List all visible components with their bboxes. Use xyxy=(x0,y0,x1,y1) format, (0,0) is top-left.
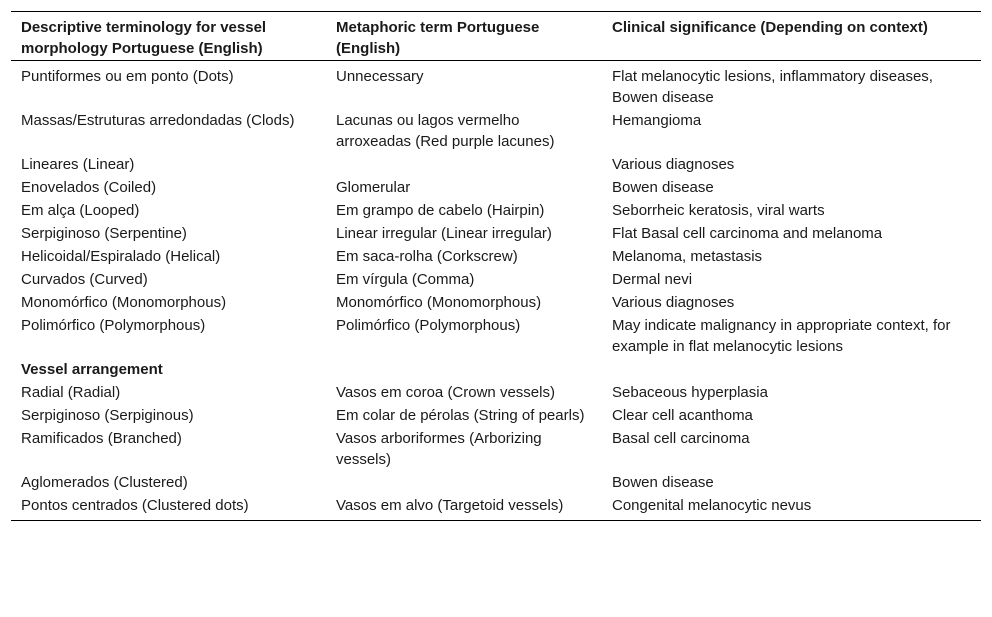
table-row xyxy=(11,314,981,358)
metaphoric-cell: Monomórfico (Monomorphous) xyxy=(336,294,542,311)
descriptive-cell: Serpiginoso (Serpiginous) xyxy=(21,407,194,424)
descriptive-cell: Lineares (Linear) xyxy=(21,156,135,173)
clinical-cell: Clear cell acanthoma xyxy=(612,407,753,424)
table-row xyxy=(11,404,981,427)
descriptive-cell: Enovelados (Coiled) xyxy=(21,179,157,196)
table-row xyxy=(11,381,981,404)
table-row xyxy=(11,245,981,268)
descriptive-cell: Curvados (Curved) xyxy=(21,271,148,288)
table-row xyxy=(11,176,981,199)
header-descriptive-terminology: Descriptive terminology for vessel morphology Portuguese (English) xyxy=(11,12,326,61)
clinical-cell: Hemangioma xyxy=(612,112,702,129)
metaphoric-cell xyxy=(326,153,602,176)
descriptive-cell: Em alça (Looped) xyxy=(21,202,140,219)
table-row xyxy=(11,222,981,245)
metaphoric-cell: Em vírgula (Comma) xyxy=(336,271,475,288)
descriptive-cell: Helicoidal/Espiralado (Helical) xyxy=(21,248,221,265)
metaphoric-cell: Lacunas ou lagos vermelho arroxeadas (Red purple lacunes) xyxy=(336,112,555,150)
descriptive-cell: Aglomerados (Clustered) xyxy=(21,474,188,491)
clinical-cell: May indicate malignancy in appropriate context, for example in flat melanocytic lesions xyxy=(612,317,951,355)
section-row-vessel-arrangement xyxy=(11,358,981,381)
metaphoric-cell: Polimórfico (Polymorphous) xyxy=(336,317,521,334)
header-clinical-significance: Clinical significance (Depending on context) xyxy=(602,12,981,61)
clinical-cell: Various diagnoses xyxy=(612,156,735,173)
table-row xyxy=(11,199,981,222)
clinical-cell: Congenital melanocytic nevus xyxy=(612,497,812,514)
clinical-cell: Flat melanocytic lesions, inflammatory diseases, Bowen disease xyxy=(612,68,933,106)
clinical-cell: Basal cell carcinoma xyxy=(612,430,750,447)
header-row xyxy=(11,12,981,61)
table-row xyxy=(11,427,981,471)
clinical-cell: Flat Basal cell carcinoma and melanoma xyxy=(612,225,883,242)
table-row xyxy=(11,291,981,314)
clinical-cell: Bowen disease xyxy=(612,474,714,491)
table-row xyxy=(11,61,981,110)
clinical-cell: Seborrheic keratosis, viral warts xyxy=(612,202,825,219)
metaphoric-cell: Vasos em coroa (Crown vessels) xyxy=(336,384,555,401)
descriptive-cell: Puntiformes ou em ponto (Dots) xyxy=(21,68,234,85)
table-row xyxy=(11,268,981,291)
table-row xyxy=(11,471,981,494)
table-row xyxy=(11,494,981,520)
metaphoric-cell: Unnecessary xyxy=(336,68,424,85)
vessel-terminology-table-container xyxy=(11,11,981,521)
metaphoric-cell: Em grampo de cabelo (Hairpin) xyxy=(336,202,545,219)
descriptive-cell: Massas/Estruturas arredondadas (Clods) xyxy=(21,112,295,129)
metaphoric-cell: Linear irregular (Linear irregular) xyxy=(336,225,552,242)
clinical-cell: Melanoma, metastasis xyxy=(612,248,763,265)
descriptive-cell: Pontos centrados (Clustered dots) xyxy=(21,497,249,514)
descriptive-cell: Monomórfico (Monomorphous) xyxy=(21,294,227,311)
vessel-terminology-table xyxy=(11,12,981,520)
descriptive-cell: Serpiginoso (Serpentine) xyxy=(21,225,187,242)
metaphoric-cell xyxy=(326,471,602,494)
metaphoric-cell: Em colar de pérolas (String of pearls) xyxy=(336,407,585,424)
metaphoric-cell: Glomerular xyxy=(336,179,411,196)
table-row xyxy=(11,153,981,176)
metaphoric-cell: Vasos arboriformes (Arborizing vessels) xyxy=(336,430,542,468)
metaphoric-cell: Em saca-rolha (Corkscrew) xyxy=(336,248,518,265)
header-metaphoric-term: Metaphoric term Portuguese (English) xyxy=(326,12,602,61)
metaphoric-cell: Vasos em alvo (Targetoid vessels) xyxy=(336,497,564,514)
descriptive-cell: Ramificados (Branched) xyxy=(21,430,182,447)
descriptive-cell: Polimórfico (Polymorphous) xyxy=(21,317,206,334)
clinical-cell: Dermal nevi xyxy=(612,271,693,288)
section-heading: Vessel arrangement xyxy=(21,361,163,378)
clinical-cell: Bowen disease xyxy=(612,179,714,196)
descriptive-cell: Radial (Radial) xyxy=(21,384,121,401)
clinical-cell: Sebaceous hyperplasia xyxy=(612,384,768,401)
table-row xyxy=(11,109,981,153)
clinical-cell: Various diagnoses xyxy=(612,294,735,311)
